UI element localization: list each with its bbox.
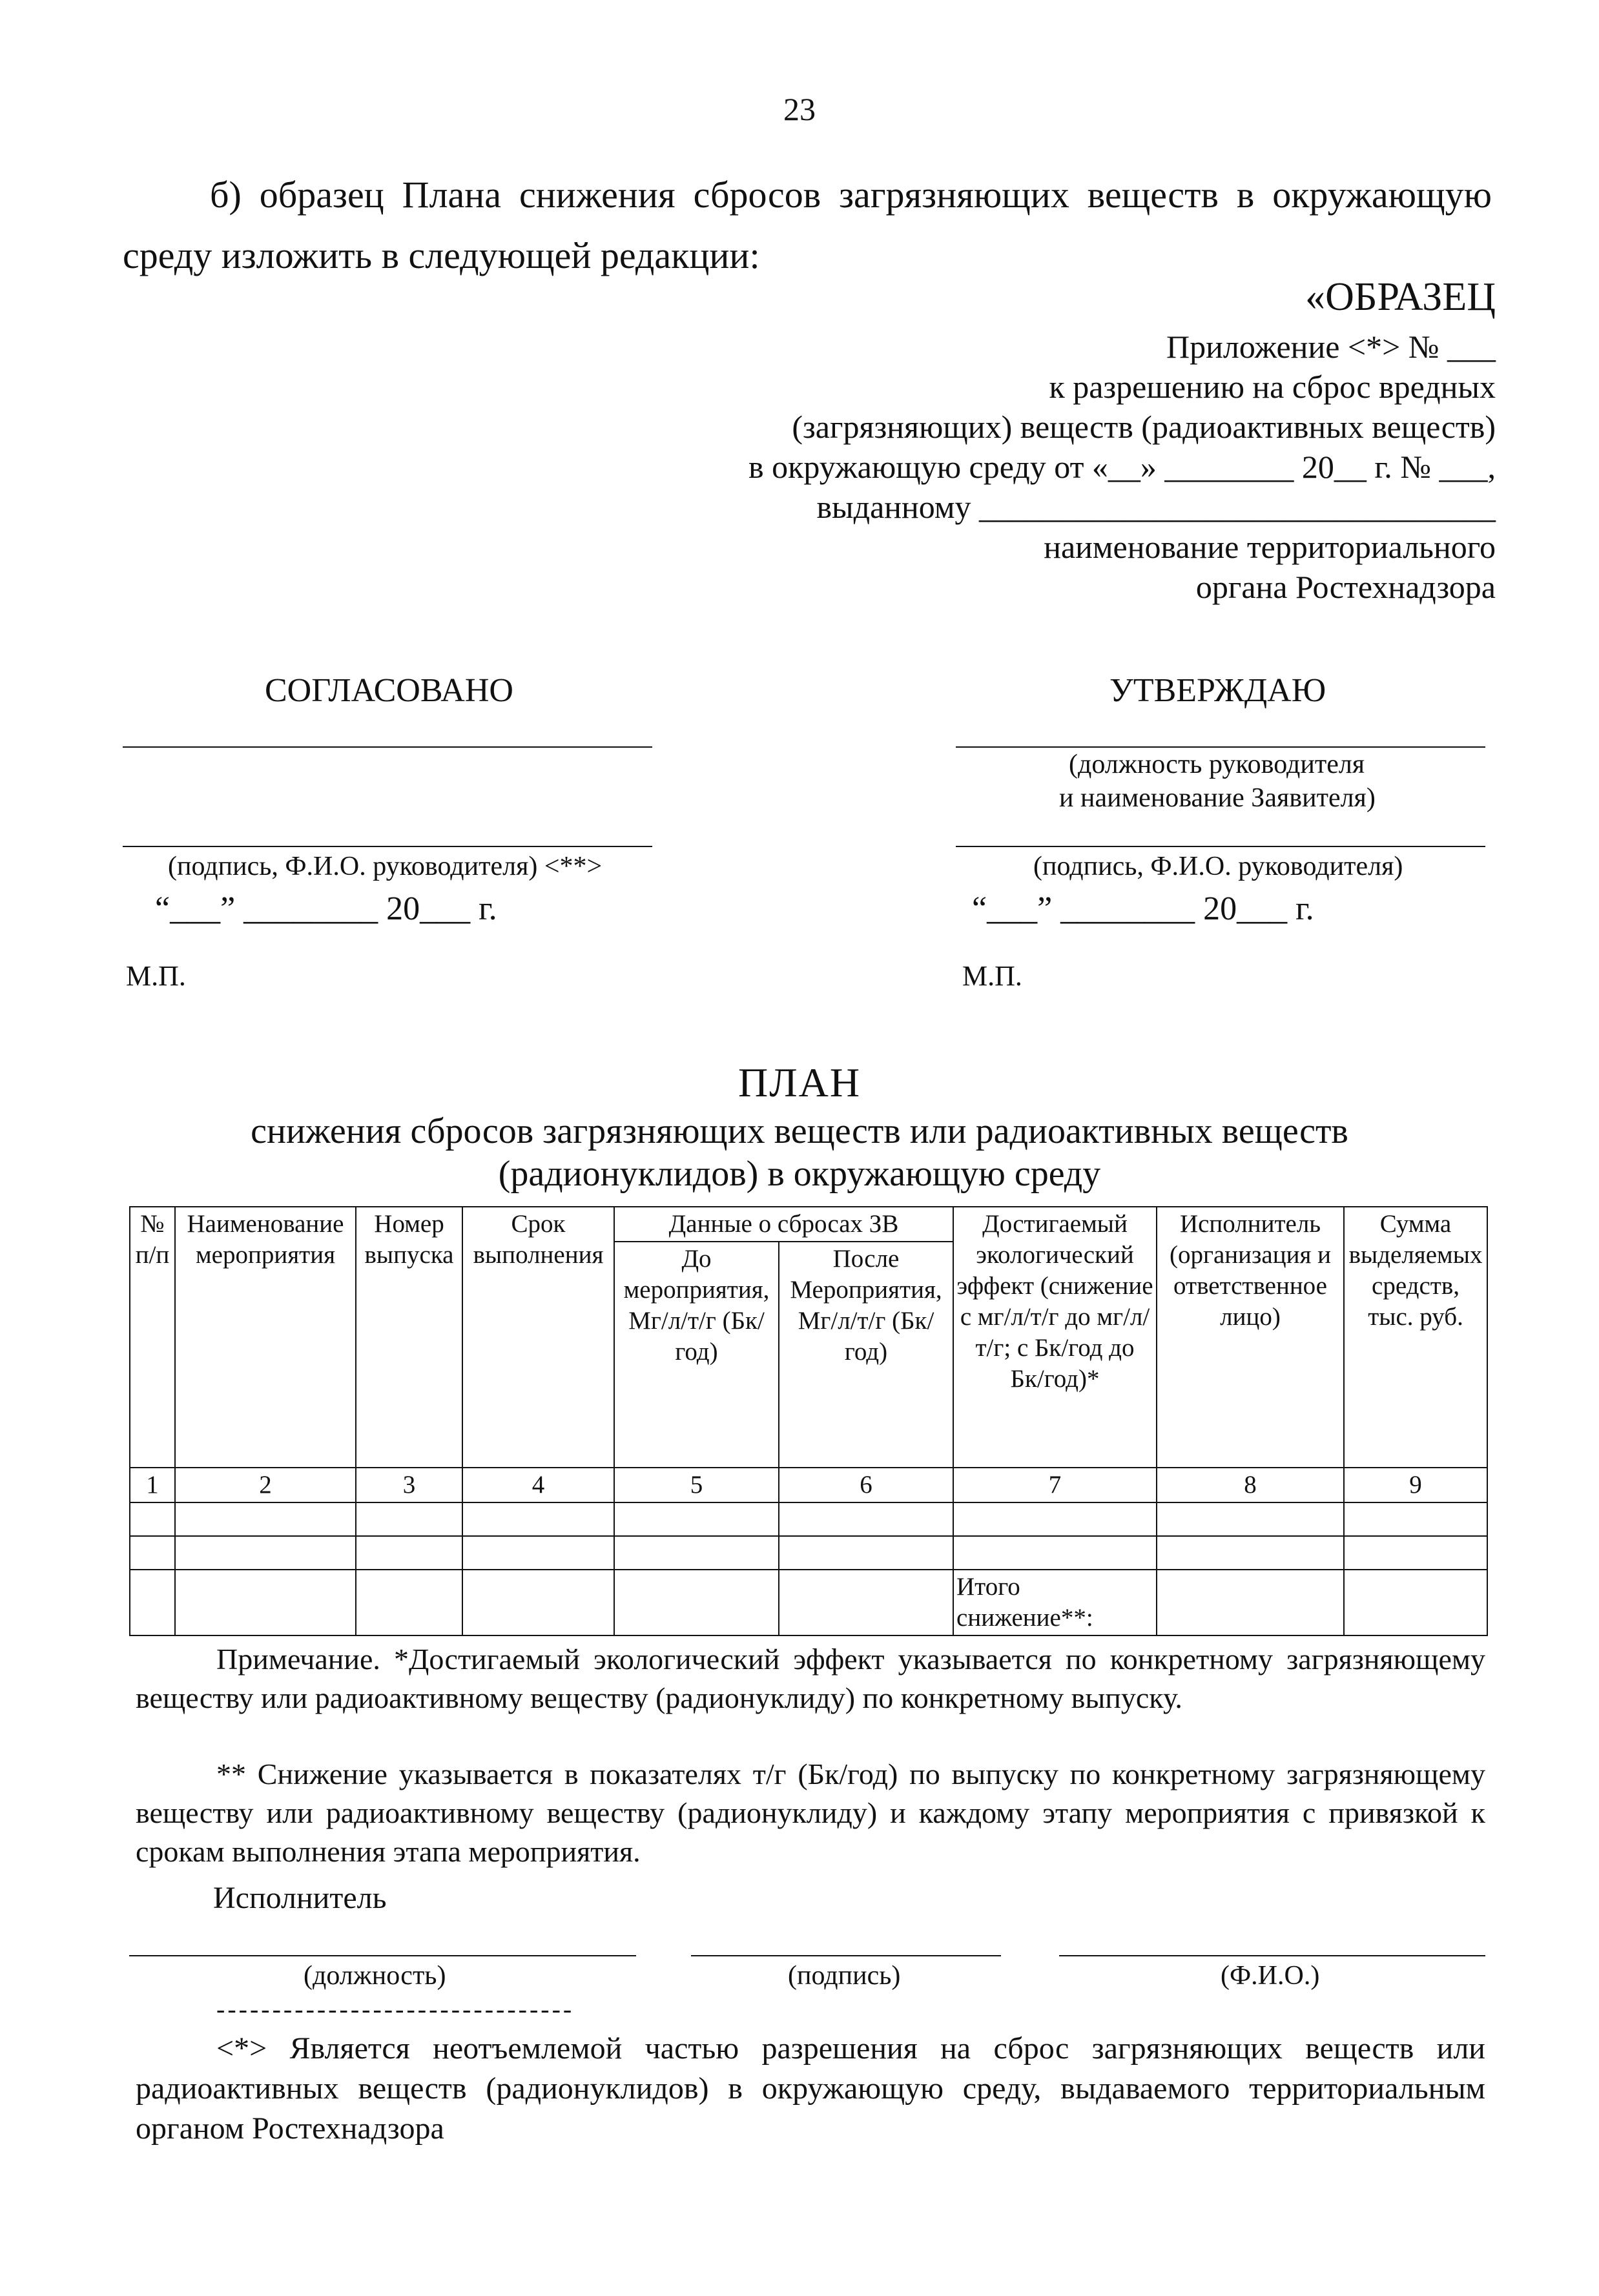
executor-name-caption: (Ф.И.О.) [1221,1961,1320,1991]
signature-line [123,746,652,748]
column-number-cell: 9 [1344,1468,1487,1502]
header-cell-release: Номер выпуска [356,1207,462,1468]
header-cell-executor: Исполнитель (организация и ответственное лицо) [1157,1207,1344,1468]
total-row [130,1570,1487,1635]
column-number-cell: 5 [614,1468,779,1502]
name-line [1059,1955,1485,1956]
plan-subtitle: снижения сбросов загрязняющих веществ или радиоактивных веществ [251,1111,1348,1151]
signature-line [123,846,652,847]
left-signature-caption: (подпись, Ф.И.О. руководителя) <**> [168,852,603,881]
executor-label: Исполнитель [213,1881,387,1915]
header-cell-effect: Достигаемый экологический эффект (снижение с мг/л/т/г до мг/л/т/г; с Бк/год до Бк/год)* [953,1207,1157,1468]
footnote: <*> Является неотъемлемой частью разрешения на сброс загрязняющих веществ или радиоактивных веществ (радионуклидов) в окружающую среду, выдаваемого территориальным органом Ростехнадзора [136,2031,1485,2146]
appendix-line: (загрязняющих) веществ (радиоактивных веществ) [792,409,1496,445]
appendix-line: к разрешению на сброс вредных [1049,369,1496,405]
organ-caption: органа Ростехнадзора [1195,569,1496,605]
left-stamp-place: М.П. [126,960,186,992]
header-cell-after: После Мероприятия, Мг/л/т/г (Бк/год) [779,1242,953,1468]
right-date: “___” ________ 20___ г. [972,890,1314,927]
right-signature-caption: (подпись, Ф.И.О. руководителя) [1033,852,1403,881]
organ-caption: наименование территориального [1044,529,1496,565]
column-number-cell: 2 [175,1468,356,1502]
table-row [130,1536,1487,1570]
header-cell-number: № п/п [130,1207,175,1468]
position-caption: (должность руководителя [1069,750,1365,779]
plan-subtitle: (радионуклидов) в окружающую среду [498,1154,1101,1194]
signature-line [956,846,1485,847]
appendix-line: Приложение <*> № ___ [1166,329,1496,365]
header-cell-before: До мероприятия, Мг/л/т/г (Бк/год) [614,1242,779,1468]
sample-heading: «ОБРАЗЕЦ [1305,275,1496,319]
agreed-title: СОГЛАСОВАНО [265,672,513,709]
column-number-cell: 6 [779,1468,953,1502]
header-cell-measure: Наименование мероприятия [175,1207,356,1468]
plan-title: ПЛАН [738,1060,861,1105]
column-number-cell: 3 [356,1468,462,1502]
note-effect: Примечание. *Достигаемый экологический эффект указывается по конкретному загрязняющему веществу или радиоактивному веществу (радионуклиду) по конкретному выпуску. [136,1643,1485,1714]
header-cell-sum: Сумма выделяемых средств, тыс. руб. [1344,1207,1487,1468]
column-number-cell: 7 [953,1468,1157,1502]
header-cell-term: Срок выполнения [462,1207,614,1468]
page-number: 23 [783,91,816,127]
executor-signature-caption: (подпись) [788,1961,901,1991]
column-number-cell: 8 [1157,1468,1344,1502]
approve-title: УТВЕРЖДАЮ [1109,672,1326,709]
table-row [130,1502,1487,1536]
left-date: “___” ________ 20___ г. [155,890,497,927]
position-line [129,1955,636,1956]
appendix-line: выданному ________________________________ [816,489,1496,525]
note-reduction: ** Снижение указывается в показателях т/г (Бк/год) по выпуску по конкретному загрязняющему веществу или радиоактивному веществу (радионуклиду) и каждому этапу мероприятия с привязкой к срокам выполнения этапа мероприятия. [136,1758,1485,1868]
column-number-cell: 1 [130,1468,175,1502]
total-label: Итого снижение**: [953,1570,1157,1635]
appendix-line: в окружающую среду от «__» ________ 20__ г. № ___, [748,449,1496,485]
header-cell-discharge-data: Данные о сбросах ЗВ [614,1207,953,1242]
plan-table [129,1206,1488,1636]
column-number-cell: 4 [462,1468,614,1502]
footnote-separator: -------------------------------- [216,1994,575,2024]
position-line [956,746,1485,748]
position-caption: и наименование Заявителя) [1059,783,1376,813]
executor-position-caption: (должность) [304,1961,446,1991]
intro-paragraph: б) образец Плана снижения сбросов загрязняющих веществ в окружающую среду изложить в следующей редакции: [123,174,1492,276]
right-stamp-place: М.П. [962,960,1022,992]
signature-line [691,1955,1001,1956]
